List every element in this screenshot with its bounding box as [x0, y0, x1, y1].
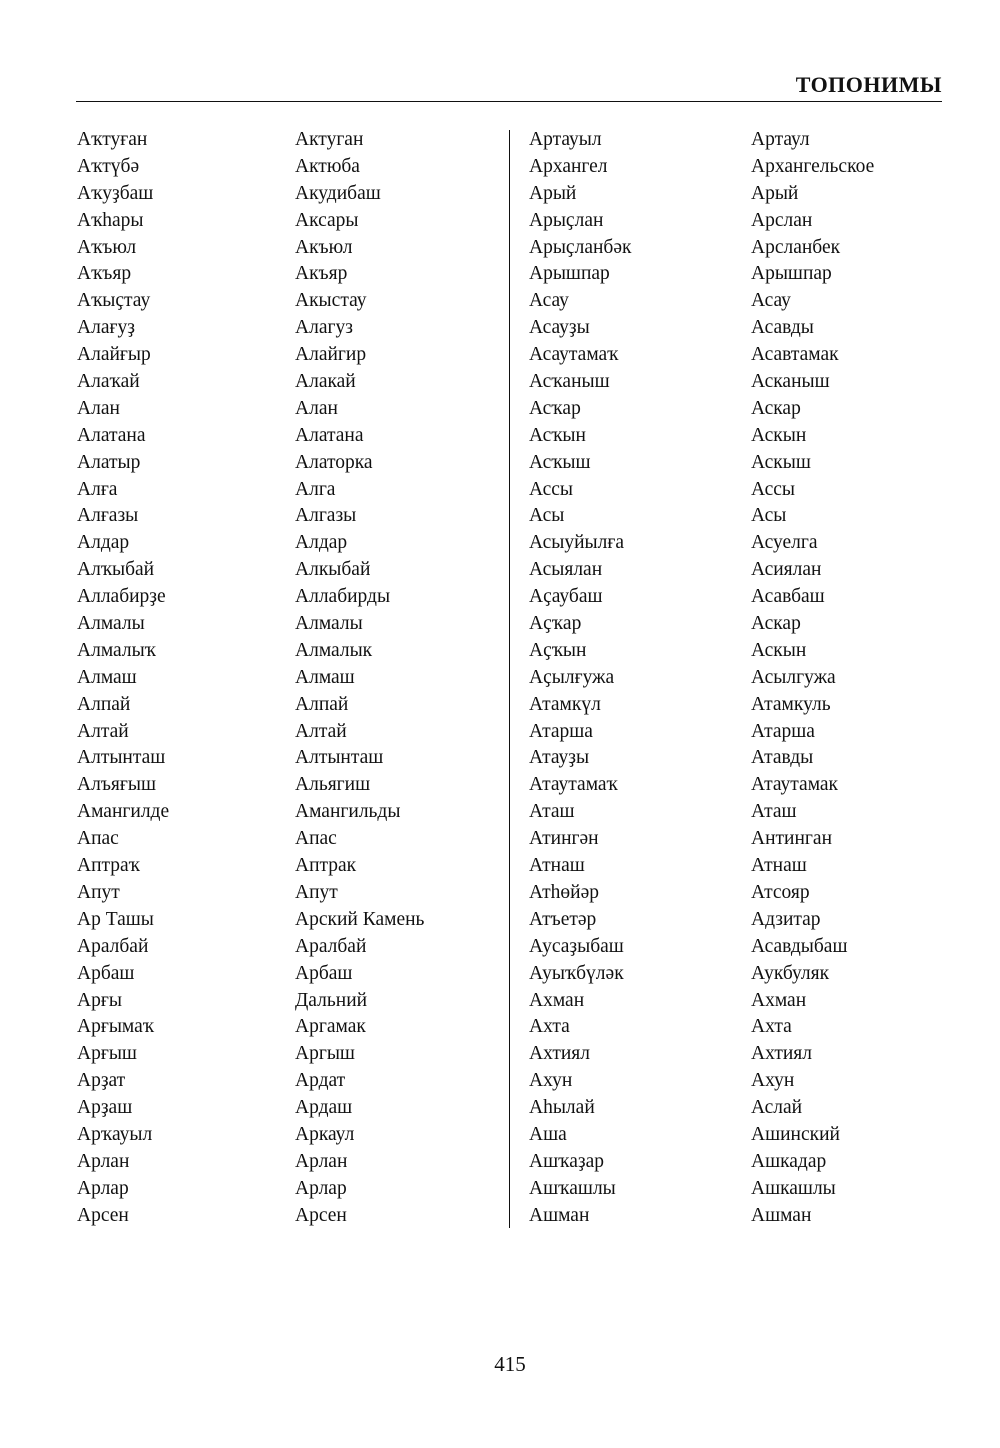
toponym-entry: Атһөйәр [529, 881, 599, 903]
toponym-entry: Архангельское [751, 155, 875, 177]
toponym-entry: Алатана [77, 424, 146, 446]
toponym-entry: Акыстау [295, 290, 367, 312]
toponym-entry: Аксары [295, 209, 359, 231]
toponym-entry: Арлан [77, 1150, 130, 1172]
toponym-entry: Аҡһары [77, 209, 144, 231]
toponym-entry: Аллабирды [295, 586, 391, 608]
toponym-entry: Аргыш [295, 1043, 355, 1065]
toponym-entry: Адзитар [751, 908, 821, 930]
toponym-entry: Антинган [751, 828, 832, 850]
toponym-entry: Ар Ташы [77, 908, 154, 930]
toponym-entry: Ашман [751, 1204, 812, 1226]
toponym-entry: Алдар [77, 532, 130, 554]
column-right-bashkir [529, 127, 631, 1230]
toponym-entry: Арсен [295, 1204, 347, 1226]
toponym-entry: Ассы [529, 478, 574, 500]
toponym-entry: Ашман [529, 1204, 590, 1226]
toponym-entry: Атамкүл [529, 693, 601, 715]
toponym-entry: Алъяғыш [77, 774, 156, 796]
toponym-entry: Ардаш [295, 1097, 353, 1119]
toponym-entry: Арлар [295, 1177, 347, 1199]
toponym-entry: Акъяр [295, 263, 348, 285]
toponym-entry: Арслан [751, 209, 813, 231]
toponym-entry: Ахман [529, 989, 585, 1011]
toponym-entry: Алгазы [295, 505, 357, 527]
toponym-entry: Актуган [295, 129, 364, 150]
toponym-entry: Асы [529, 505, 565, 527]
toponym-entry: Алаторка [295, 451, 373, 473]
toponym-entry: Арлан [295, 1150, 348, 1172]
toponym-entry: Атарша [751, 720, 815, 742]
toponym-entry: Асуелга [751, 532, 818, 554]
toponym-entry: Алмалыҡ [77, 639, 156, 661]
toponym-entry: Аскар [751, 613, 801, 635]
toponym-entry: Аслай [751, 1097, 803, 1119]
toponym-entry: Арсен [77, 1204, 129, 1226]
toponym-entry: Аҫҡын [529, 639, 587, 661]
toponym-entry: Апас [77, 828, 119, 850]
toponym-entry: Асыуйылға [529, 532, 625, 554]
toponym-entry: Ашҡашлы [529, 1177, 616, 1199]
toponym-entry: Алмалы [77, 613, 145, 635]
toponym-entry: Алатыр [77, 451, 141, 473]
toponym-entry: Асканыш [751, 371, 830, 393]
toponym-entry: Алағуҙ [77, 317, 135, 339]
column-left-russian [295, 127, 424, 1230]
toponym-entry: Ахун [751, 1070, 795, 1092]
toponym-entry: Алғазы [77, 505, 139, 527]
toponym-entry: Алмалы [295, 613, 363, 635]
toponym-entry: Асҡар [529, 397, 581, 419]
toponym-entry: Ассы [751, 478, 796, 500]
toponym-entry: Апут [295, 881, 338, 903]
toponym-entry: Арҙат [77, 1070, 126, 1092]
toponym-entry: Алтай [295, 720, 347, 742]
toponym-entry: Арҙаш [77, 1097, 133, 1119]
toponym-entry: Ахтиял [529, 1043, 591, 1065]
toponym-entry: Алайгир [295, 344, 367, 366]
toponym-entry: Алатана [295, 424, 364, 446]
toponym-entry: Арҡауыл [77, 1123, 153, 1145]
toponym-entry: Арбаш [295, 962, 353, 984]
toponym-entry: Аскын [751, 424, 807, 446]
toponym-entry: Ашҡаҙар [529, 1150, 605, 1172]
toponym-entry: Асы [751, 505, 787, 527]
toponym-entry: Арышпар [751, 263, 832, 285]
toponym-entry: Асавтамак [751, 344, 839, 366]
toponym-entry: Асауҙы [529, 317, 590, 339]
toponym-entry: Аҡъюл [77, 236, 137, 258]
toponym-entry: Ахун [529, 1070, 573, 1092]
toponym-entry: Аргамак [295, 1016, 366, 1038]
toponym-entry: Алан [77, 397, 120, 419]
toponym-entry: Аукбуляк [751, 962, 830, 984]
toponym-entry: Арғыш [77, 1043, 137, 1065]
toponym-entry: Аша [529, 1123, 567, 1145]
toponym-entry: Арыҫланбәк [529, 236, 632, 258]
toponym-entry: Аллабирҙе [77, 586, 166, 608]
toponym-entry: Акудибаш [295, 182, 381, 204]
toponym-entry: Алпай [77, 693, 131, 715]
column-right-russian [751, 127, 874, 1230]
toponym-entry: Атамкуль [751, 693, 831, 715]
toponym-entry: Амангильды [295, 801, 401, 823]
toponym-entry: Арлар [77, 1177, 129, 1199]
toponym-entry: Алмаш [295, 666, 355, 688]
toponym-entry: Дальний [295, 989, 368, 1011]
toponym-entry: Атъетәр [529, 908, 597, 930]
toponym-entry: Ахтиял [751, 1043, 813, 1065]
toponym-entry: Алкыбай [295, 559, 371, 581]
toponym-entry: Акъюл [295, 236, 353, 258]
toponym-entry: Алға [77, 478, 118, 500]
toponym-entry: Альягиш [295, 774, 371, 796]
toponym-entry: Арбаш [77, 962, 135, 984]
toponym-entry: Аташ [751, 801, 797, 823]
toponym-entry: Асау [751, 290, 791, 312]
toponym-entry: Асыялан [529, 559, 603, 581]
toponym-entry: Алпай [295, 693, 349, 715]
running-header-title: ТОПОНИМЫ [795, 72, 942, 97]
toponym-entry: Ашкашлы [751, 1177, 836, 1199]
toponym-entry: Ардат [295, 1070, 346, 1092]
toponym-entry: Асылгужа [751, 666, 836, 688]
toponym-entry: Амангилде [77, 801, 170, 823]
toponym-entry: Асиялан [751, 559, 822, 581]
column-divider [509, 130, 510, 1228]
toponym-entry: Аскар [751, 397, 801, 419]
toponym-entry: Асҡаныш [529, 371, 610, 393]
toponym-entry: Аралбай [77, 935, 149, 957]
toponym-entry: Аҡтүбә [77, 155, 140, 177]
toponym-entry: Алҡыбай [77, 559, 155, 581]
toponym-entry: Ашкадар [751, 1150, 827, 1172]
toponym-entry: Ахман [751, 989, 807, 1011]
toponym-entry: Атингән [529, 828, 599, 850]
toponym-entry: Атнаш [751, 855, 807, 877]
toponym-entry: Атарша [529, 720, 593, 742]
toponym-entry: Алдар [295, 532, 348, 554]
page-number: 415 [494, 1352, 526, 1376]
toponym-entry: Аҫҡар [529, 613, 582, 635]
header-rule [76, 101, 942, 102]
toponym-entry: Асҡын [529, 424, 586, 446]
toponym-entry: Апас [295, 828, 337, 850]
toponym-entry: Алтынташ [295, 747, 384, 769]
column-left-bashkir [77, 127, 169, 1230]
toponym-entry: Аралбай [295, 935, 367, 957]
toponym-entry: Арғымаҡ [77, 1016, 154, 1038]
toponym-entry: Асавды [751, 317, 814, 339]
toponym-entry: Арсланбек [751, 236, 841, 258]
toponym-entry: Алга [295, 478, 336, 500]
toponym-entry: Асаутамаҡ [529, 344, 619, 366]
toponym-entry: Аусаҙыбаш [529, 935, 624, 957]
toponym-entry: Ахта [751, 1016, 792, 1038]
toponym-entry: Алмаш [77, 666, 137, 688]
toponym-entry: Алтынташ [77, 747, 166, 769]
toponym-entry: Атавды [751, 747, 814, 769]
toponym-entry: Аташ [529, 801, 575, 823]
toponym-entry: Аҡуҙбаш [77, 182, 154, 204]
toponym-entry: Алан [295, 397, 338, 419]
toponym-entry: Артаул [751, 129, 810, 150]
toponym-entry: Алмалык [295, 639, 373, 661]
toponym-entry: Арый [529, 182, 577, 204]
toponym-entry: Асавбаш [751, 586, 825, 608]
toponym-entry: Алаҡай [77, 371, 140, 393]
toponym-entry: Аһылай [529, 1097, 595, 1119]
toponym-entry: Ашинский [751, 1123, 840, 1145]
toponym-entry: Аптрак [295, 855, 357, 877]
toponym-entry: Арыҫлан [529, 209, 604, 231]
toponym-entry: Аҡъяр [77, 263, 132, 285]
toponym-entry: Асау [529, 290, 569, 312]
toponym-entry: Ауыҡбүләк [529, 962, 624, 984]
toponym-entry: Алайғыр [77, 344, 151, 366]
toponym-entry: Алакай [295, 371, 356, 393]
toponym-entry: Алагуз [295, 317, 353, 339]
toponym-entry: Аҡтуған [77, 129, 148, 150]
toponym-entry: Аптраҡ [77, 855, 140, 877]
toponym-entry: Актюба [295, 155, 360, 177]
toponym-entry: Артауыл [529, 129, 602, 150]
toponym-entry: Аҫылғужа [529, 666, 615, 688]
toponym-entry: Атсояр [751, 881, 810, 903]
toponym-entry: Асҡыш [529, 451, 591, 473]
toponym-entry: Аскыш [751, 451, 811, 473]
toponym-entry: Алтай [77, 720, 129, 742]
toponym-entry: Аркаул [295, 1123, 355, 1145]
toponym-entry: Арский Камень [295, 908, 425, 930]
toponym-entry: Аскын [751, 639, 807, 661]
toponym-entry: Арый [751, 182, 799, 204]
toponym-entry: Атнаш [529, 855, 585, 877]
toponym-entry: Атаутамак [751, 774, 839, 796]
toponym-entry: Атаутамаҡ [529, 774, 618, 796]
toponym-entry: Атауҙы [529, 747, 590, 769]
toponym-entry: Ахта [529, 1016, 570, 1038]
toponym-entry: Аҫаубаш [529, 586, 603, 608]
toponym-entry: Аҡыҫтау [77, 290, 151, 312]
toponym-entry: Архангел [529, 155, 608, 177]
toponym-entry: Асавдыбаш [751, 935, 848, 957]
toponym-entry: Арғы [77, 989, 122, 1011]
toponym-entry: Апут [77, 881, 120, 903]
toponym-entry: Арышпар [529, 263, 610, 285]
